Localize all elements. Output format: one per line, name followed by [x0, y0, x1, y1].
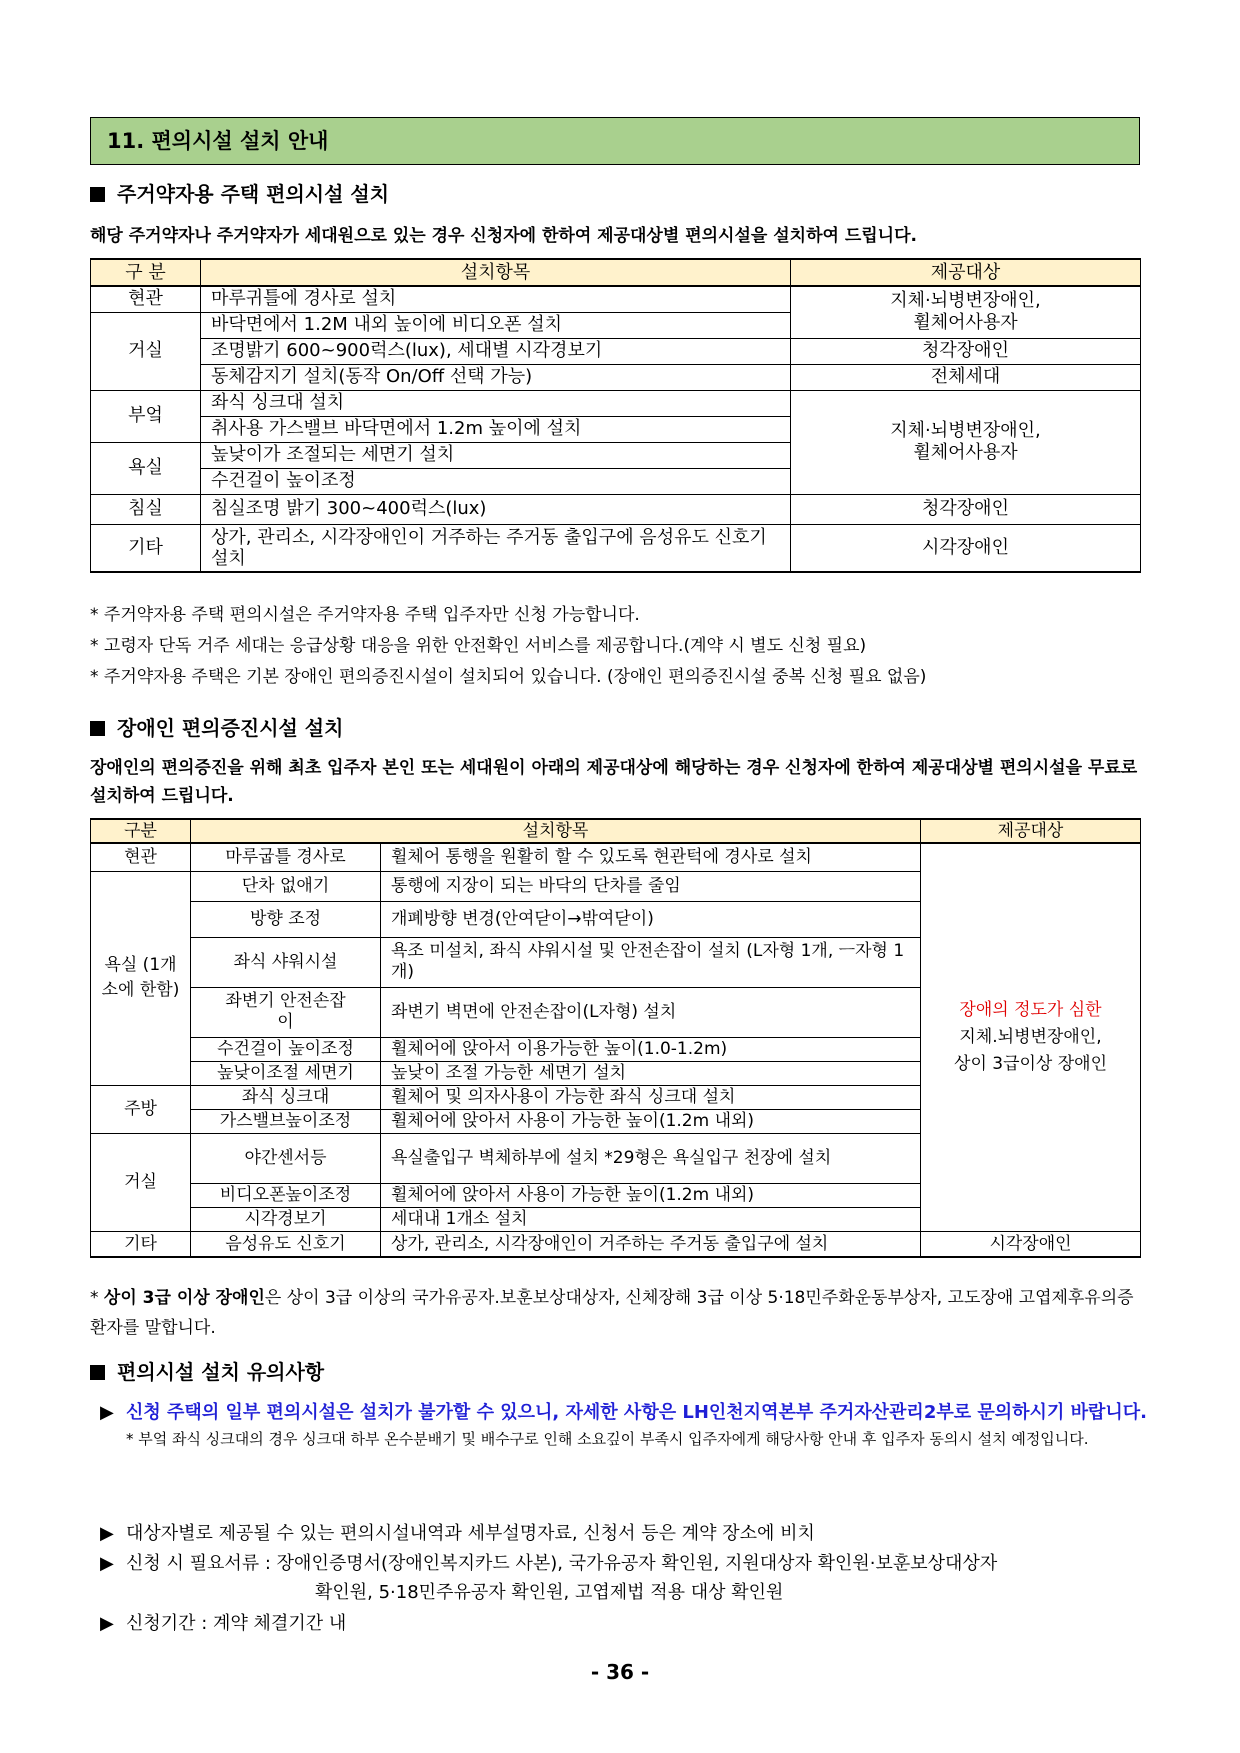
page-number: - 36 -: [590, 1660, 650, 1684]
triangle-bullet-icon: ▶: [100, 1523, 114, 1544]
table-row: 높낮이조절 세면기 높낮이 조절 가능한 세면기 설치: [91, 1061, 1141, 1085]
table-row: 동체감지기 설치(동작 On/Off 선택 가능) 전체세대: [91, 364, 1141, 390]
s1-heading: 주거약자용 주택 편의시설 설치: [90, 178, 389, 207]
s1-intro: 해당 주거약자나 주거약자가 세대원으로 있는 경우 신청자에 한하여 제공대상별 편의시설을 설치하여 드립니다.: [90, 226, 917, 246]
table-row: 수건걸이 높이조정: [91, 468, 1141, 494]
table-row: 거실 바닥면에서 1.2M 내외 높이에 비디오폰 설치: [91, 312, 1141, 338]
table-row: 욕실 높낮이가 조절되는 세면기 설치: [91, 442, 1141, 468]
triangle-bullet-icon: ▶: [100, 1402, 114, 1423]
target-cell: 지체·뇌병변장애인, 휠체어사용자: [791, 286, 1141, 338]
s2-col-category: 구분: [91, 819, 191, 843]
s3-bullet-1: ▶ 신청 주택의 일부 편의시설은 설치가 불가할 수 있으니, 자세한 사항은 LH인천지역본부 주거자산관리2부로 문의하시기 바랍니다. * 부엌 좌식 싱크대의 경우 싱크대 하부 온수분배기 및 배수구로 인해 소요깊이 부족시 입주자에게 해당사항 안내 후 입주자 동의시 설치 예정입니다.: [100, 1398, 1150, 1452]
table-row: 주방 좌식 싱크대 휠체어 및 의자사용이 가능한 좌식 싱크대 설치: [91, 1085, 1141, 1109]
s2-table-header: [91, 819, 1141, 843]
s1-col-item: 설치항목: [201, 259, 791, 286]
s3-bullet-2: ▶ 대상자별로 제공될 수 있는 편의시설내역과 세부설명자료, 신청서 등은 계약 장소에 비치: [100, 1519, 1150, 1548]
table-row: 거실 야간센서등 욕실출입구 벽체하부에 설치 *29형은 욕실입구 천장에 설치: [91, 1133, 1141, 1183]
s2-intro: 장애인의 편의증진을 위해 최초 입주자 본인 또는 세대원이 아래의 제공대상에 해당하는 경우 신청자에 한하여 제공대상별 편의시설을 무료로 설치하여 드립니다.: [90, 758, 1138, 806]
square-bullet-icon: [90, 187, 105, 202]
s1-col-category: 구 분: [91, 259, 201, 286]
table-row: 가스밸브높이조정 휠체어에 앉아서 사용이 가능한 높이(1.2m 내외): [91, 1109, 1141, 1133]
table-row: 비디오폰높이조정 휠체어에 앉아서 사용이 가능한 높이(1.2m 내외): [91, 1183, 1141, 1207]
s1-table: [90, 258, 1141, 573]
table-row: 조명밝기 600~900럭스(lux), 세대별 시각경보기 청각장애인: [91, 338, 1141, 364]
s2-col-target: 제공대상: [921, 819, 1141, 843]
s2-col-item: 설치항목: [191, 819, 921, 843]
table-row: 시각경보기 세대내 1개소 설치: [91, 1207, 1141, 1231]
triangle-bullet-icon: ▶: [100, 1613, 114, 1634]
table-row: 방향 조정 개폐방향 변경(안여닫이→밖여닫이): [91, 901, 1141, 937]
target-cell: 장애의 정도가 심한 지체.뇌병변장애인, 상이 3급이상 장애인: [921, 843, 1141, 1231]
section-title: 11. 편의시설 설치 안내: [90, 117, 1140, 165]
triangle-bullet-icon: ▶: [100, 1553, 114, 1574]
s1-col-target: 제공대상: [791, 259, 1141, 286]
table-row: 기타 상가, 관리소, 시각장애인이 거주하는 주거동 출입구에 음성유도 신호기 설치 시각장애인: [91, 524, 1141, 572]
s1-notes: * 주거약자용 주택 편의시설은 주거약자용 주택 입주자만 신청 가능합니다. * 고령자 단독 거주 세대는 응급상황 대응을 위한 안전확인 서비스를 제공합니다.(계약 시 별도 신청 필요) * 주거약자용 주택은 기본 장애인 편의증진시설이 설치되어 있습니다. (장애인 편의증진시설 중복 신청 필요 없음): [90, 605, 927, 687]
table-row: 취사용 가스밸브 바닥면에서 1.2m 높이에 설치: [91, 416, 1141, 442]
table-row: 기타 음성유도 신호기 상가, 관리소, 시각장애인이 거주하는 주거동 출입구에 설치 시각장애인: [91, 1231, 1141, 1257]
square-bullet-icon: [90, 1365, 105, 1380]
table-row: 좌식 샤워시설 욕조 미설치, 좌식 샤워시설 및 안전손잡이 설치 (L자형 1개, ㅡ자형 1개): [91, 937, 1141, 987]
s3-bullet-1-note: * 부엌 좌식 싱크대의 경우 싱크대 하부 온수분배기 및 배수구로 인해 소요깊이 부족시 입주자에게 해당사항 안내 후 입주자 동의시 설치 예정입니다.: [126, 1430, 1089, 1448]
table-row: 현관 마루굽틀 경사로 휠체어 통행을 원활히 할 수 있도록 현관턱에 경사로 설치 장애의 정도가 심한 지체.뇌병변장애인, 상이 3급이상 장애인: [91, 843, 1141, 871]
s3-bullet-4: ▶ 신청기간 : 계약 체결기간 내: [100, 1609, 1150, 1638]
s3-bullet-3: ▶ 신청 시 필요서류 : 장애인증명서(장애인복지카드 사본), 국가유공자 확인원, 지원대상자 확인원·보훈보상대상자 확인원, 5·18민주유공자 확인원, 고엽제법 적용 대상 확인원: [100, 1549, 1150, 1607]
table-row: 좌변기 안전손잡이 좌변기 벽면에 안전손잡이(L자형) 설치: [91, 987, 1141, 1037]
table-row: 부엌 좌식 싱크대 설치 지체·뇌병변장애인, 휠체어사용자: [91, 390, 1141, 416]
target-cell: 지체·뇌병변장애인, 휠체어사용자: [791, 390, 1141, 494]
s1-table-header: [91, 259, 1141, 286]
table-row: 현관 마루귀틀에 경사로 설치 지체·뇌병변장애인, 휠체어사용자: [91, 286, 1141, 312]
table-row: 침실 침실조명 밝기 300~400럭스(lux) 청각장애인: [91, 494, 1141, 524]
s2-heading: 장애인 편의증진시설 설치: [90, 712, 343, 741]
table-row: 수건걸이 높이조정 휠체어에 앉아서 이용가능한 높이(1.0-1.2m): [91, 1037, 1141, 1061]
square-bullet-icon: [90, 721, 105, 736]
s3-heading: 편의시설 설치 유의사항: [90, 1356, 324, 1385]
table-row: 욕실 (1개소에 한함) 단차 없애기 통행에 지장이 되는 바닥의 단차를 줄임: [91, 871, 1141, 901]
s2-table: [90, 818, 1141, 1258]
s2-note: * 상이 3급 이상 장애인은 상이 3급 이상의 국가유공자.보훈보상대상자, 신체장해 3급 이상 5·18민주화운동부상자, 고도장애 고엽제후유의증환자를 말합니다.: [90, 1288, 1134, 1338]
